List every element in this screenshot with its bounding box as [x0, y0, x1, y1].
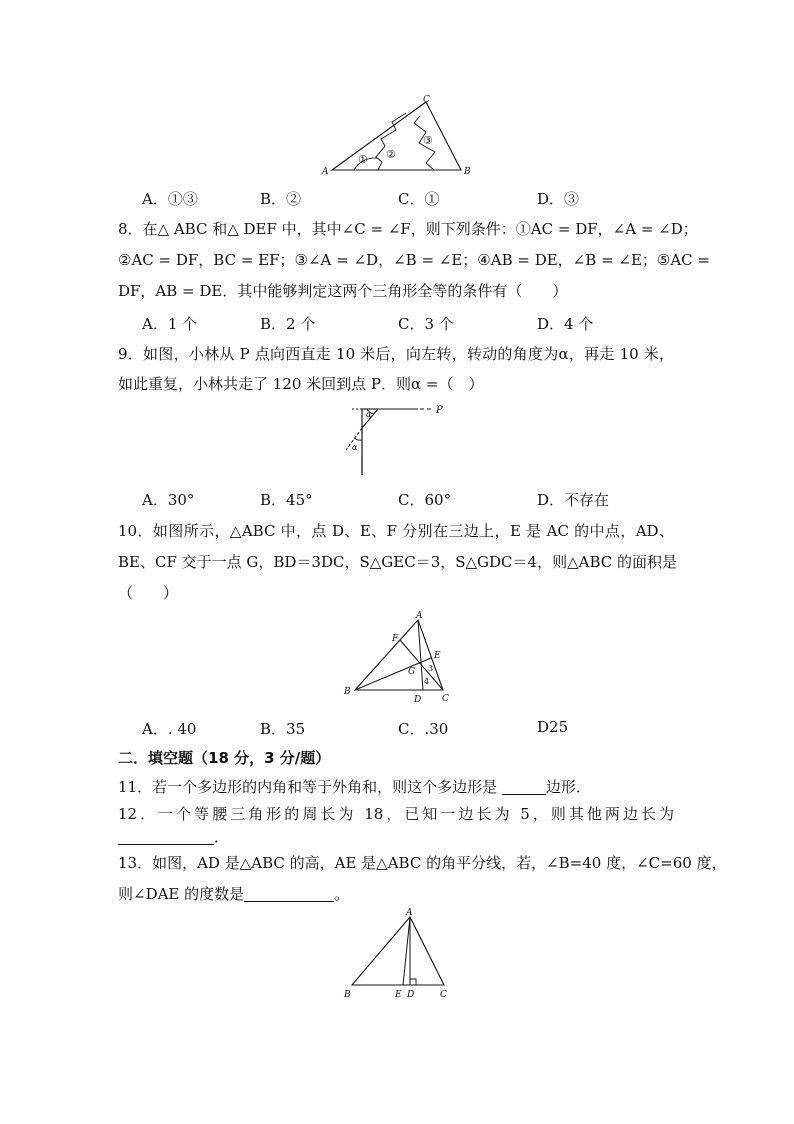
q12-line-1: 12．一个等腰三角形的周长为 18，已知一边长为 5，则其他两边长为	[118, 805, 674, 823]
fig7-label-c: C	[423, 95, 430, 105]
q10-figure	[340, 610, 460, 710]
q7-figure	[320, 94, 480, 179]
q11-blank[interactable]	[502, 780, 546, 795]
q13-line-1: 13．如图，AD 是△ABC 的高，AE 是△ABC 的角平分线，若，∠B=40 度，∠C=60 度，	[118, 854, 727, 872]
q12-text-after: ．	[214, 828, 230, 846]
q9-option-c: C．60°	[398, 491, 452, 509]
q13-text-before: 则∠DAE 的度数是	[118, 885, 245, 903]
fig10-label-3: 3	[428, 664, 434, 673]
q10-line-1: 10．如图所示，△ABC 中，点 D、E、F 分别在三边上，E 是 AC 的中点，AD、	[118, 522, 674, 540]
q13-line-2	[118, 883, 349, 904]
q7-option-b: B．②	[260, 190, 302, 208]
q8-option-d: D．4 个	[537, 315, 594, 333]
q10-option-a: A．. 40	[142, 720, 197, 738]
q10-option-b: B．35	[260, 720, 306, 738]
fig13-label-a: A	[406, 908, 413, 918]
fig13-label-e: E	[395, 990, 402, 1000]
q8-option-b: B．2 个	[260, 315, 316, 333]
fig9-label-alpha-1: α	[366, 410, 372, 419]
q11-line	[118, 776, 591, 797]
fig7-region-1: ①	[358, 153, 368, 166]
q10-line-2: BE、CF 交于一点 G，BD＝3DC，S△GEC＝3，S△GDC＝4，则△ABC 的面积是	[118, 553, 677, 571]
q9-option-d: D．不存在	[537, 491, 610, 509]
q11-text-before: 11．若一个多边形的内角和等于外角和，则这个多边形是	[118, 778, 502, 796]
q9-figure	[340, 400, 460, 480]
fig10-label-b: B	[344, 687, 351, 697]
q8-line-2: ②AC = DF，BC = EF；③∠A = ∠D，∠B = ∠E；④AB = DE，∠B = ∠E；⑤AC =	[118, 251, 710, 269]
q13-text-after: 。	[334, 885, 350, 903]
fig10-label-e: E	[434, 651, 441, 661]
q9-line-2: 如此重复，小林共走了 120 米回到点 P．则α =（ ）	[118, 375, 484, 393]
q7-option-a: A．①③	[142, 190, 198, 208]
fig10-label-c: C	[442, 694, 449, 704]
fig10-label-d: D	[414, 695, 422, 705]
q10-option-d: D25	[537, 718, 569, 736]
q7-option-d: D．③	[537, 190, 580, 208]
q11-text-after: 边形．	[545, 778, 591, 796]
q13-blank[interactable]	[244, 887, 334, 902]
fig10-label-a: A	[416, 611, 423, 621]
fig10-label-f: F	[392, 634, 399, 644]
q8-option-c: C．3 个	[398, 315, 454, 333]
q8-option-a: A．1 个	[142, 315, 198, 333]
q10-line-3: （ ）	[118, 584, 179, 602]
q12-blank[interactable]	[118, 830, 214, 845]
q12-line-2	[118, 826, 229, 847]
fig13-label-b: B	[344, 990, 351, 1000]
fig13-label-d: D	[407, 990, 415, 1000]
q7-option-c: C．①	[398, 190, 440, 208]
fig10-label-g: G	[408, 667, 416, 677]
fig7-region-3: ③	[423, 134, 433, 147]
fig7-label-b: B	[464, 167, 471, 177]
q9-option-a: A．30°	[142, 491, 195, 509]
fig13-label-c: C	[440, 990, 447, 1000]
fig7-region-2: ②	[386, 148, 396, 161]
q8-line-3: DF，AB = DE．其中能够判定这两个三角形全等的条件有（ ）	[118, 282, 568, 300]
fig7-label-a: A	[322, 167, 329, 177]
section-2-title: 二．填空题（18 分，3 分/题）	[118, 749, 331, 767]
q8-line-1: 8．在△ ABC 和△ DEF 中，其中∠C = ∠F，则下列条件：①AC = DF，∠A = ∠D；	[118, 220, 698, 238]
q13-figure	[340, 905, 470, 1005]
q10-option-c: C．.30	[398, 720, 449, 738]
fig9-label-alpha-2: α	[352, 443, 358, 452]
fig9-label-p: P	[436, 405, 443, 416]
q9-option-b: B．45°	[260, 491, 313, 509]
q9-line-1: 9．如图，小林从 P 点向西直走 10 米后，向左转，转动的角度为α，再走 10 米，	[118, 345, 674, 363]
fig10-label-4: 4	[424, 677, 430, 686]
